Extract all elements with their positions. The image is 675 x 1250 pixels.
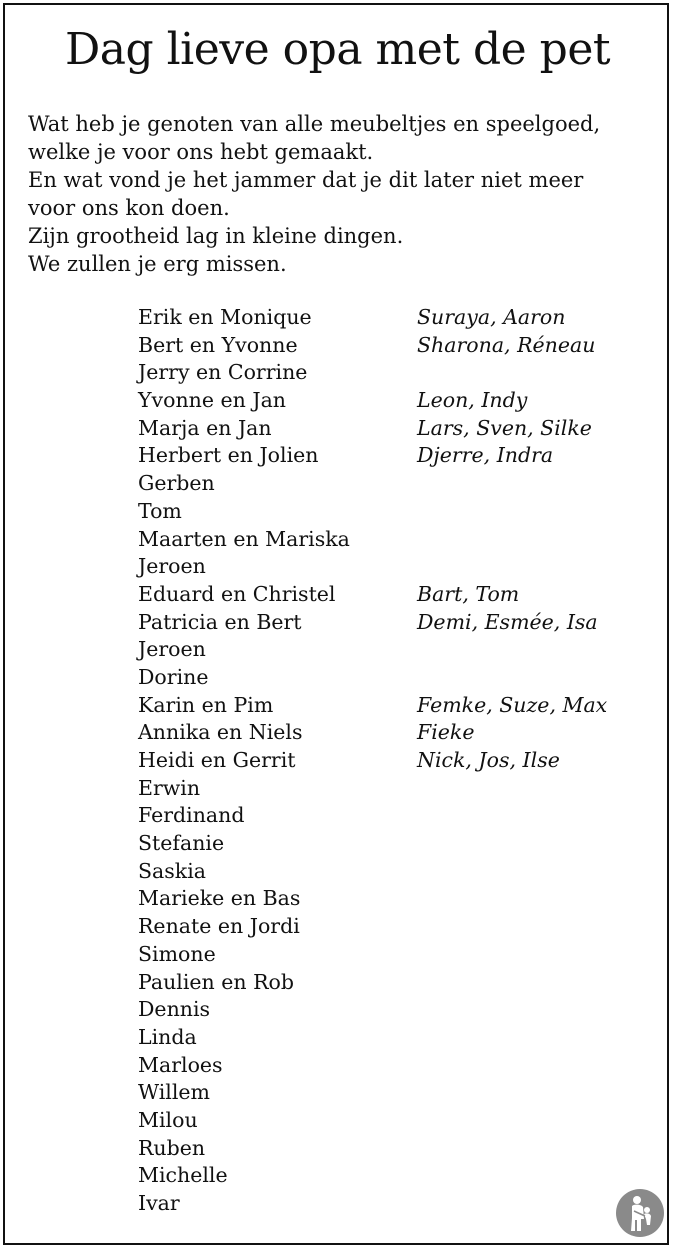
family-row [138, 912, 658, 940]
family-row [138, 968, 658, 996]
family-row [138, 663, 658, 691]
family-row [138, 1134, 658, 1162]
family-member-name: Gerben [138, 471, 215, 496]
family-member-name: Renate en Jordi [138, 914, 300, 939]
family-member-name: Willem [138, 1080, 210, 1105]
family-member-name: Jerry en Corrine [138, 360, 308, 385]
family-member-name: Bert en Yvonne [138, 332, 298, 357]
family-row [138, 303, 658, 331]
family-row [138, 414, 658, 442]
family-member-name: Erik en Monique [138, 305, 312, 329]
family-row [138, 829, 658, 857]
family-row [138, 1078, 658, 1106]
grandchildren-names: Nick, Jos, Ilse [417, 748, 560, 772]
family-member-name: Heidi en Gerrit [138, 748, 296, 772]
family-row [138, 552, 658, 580]
family-row [138, 525, 658, 553]
family-member-name: Erwin [138, 775, 201, 800]
poem-line: Zijn grootheid lag in kleine dingen. [28, 224, 404, 248]
family-row [138, 718, 658, 746]
poem-line: voor ons kon doen. [28, 196, 230, 220]
family-member-name: Eduard en Christel [138, 581, 336, 606]
family-row [138, 1189, 658, 1217]
family-member-name: Patricia en Bert [138, 609, 302, 634]
family-row [138, 469, 658, 497]
family-member-name: Paulien en Rob [138, 969, 295, 994]
family-member-name: Tom [138, 498, 182, 523]
family-member-name: Dorine [138, 664, 209, 689]
family-row [138, 608, 658, 636]
family-row [138, 774, 658, 802]
family-row [138, 857, 658, 885]
family-row [138, 441, 658, 469]
family-row [138, 1023, 658, 1051]
family-member-name: Marloes [138, 1052, 223, 1077]
family-row [138, 691, 658, 719]
poem-line: En wat vond je het jammer dat je dit later niet meer [28, 168, 584, 192]
family-row [138, 940, 658, 968]
family-member-name: Marja en Jan [138, 415, 272, 440]
family-member-name: Jeroen [138, 637, 206, 662]
family-row [138, 995, 658, 1023]
grandchildren-names: Sharona, Réneau [417, 332, 596, 357]
grandchildren-names: Bart, Tom [417, 581, 520, 606]
family-member-name: Marieke en Bas [138, 886, 301, 911]
family-member-name: Herbert en Jolien [138, 443, 319, 468]
family-row [138, 358, 658, 386]
family-member-name: Ferdinand [138, 803, 245, 828]
family-member-name: Simone [138, 941, 216, 966]
family-row [138, 1106, 658, 1134]
grandchildren-names: Suraya, Aaron [417, 305, 566, 329]
family-member-name: Dennis [138, 997, 211, 1022]
family-row [138, 331, 658, 359]
family-row [138, 801, 658, 829]
family-member-name: Milou [138, 1107, 198, 1132]
grandchildren-names: Leon, Indy [417, 388, 528, 413]
family-member-name: Ruben [138, 1135, 206, 1160]
mourning-figure-logo-icon [616, 1189, 664, 1237]
poem-text [28, 110, 663, 278]
poem-line: welke je voor ons hebt gemaakt. [28, 140, 374, 164]
family-row [138, 386, 658, 414]
poem-line: Wat heb je genoten van alle meubeltjes en speelgoed, [28, 112, 601, 136]
grandchildren-names: Lars, Sven, Silke [417, 415, 592, 440]
poem-line: We zullen je erg missen. [28, 252, 287, 276]
announcement-title: Dag lieve opa met de pet [64, 24, 611, 75]
family-member-name: Saskia [138, 858, 206, 883]
family-member-name: Jeroen [138, 554, 206, 579]
family-row [138, 635, 658, 663]
grandchildren-names: Demi, Esmée, Isa [417, 609, 598, 634]
family-member-name: Karin en Pim [138, 692, 274, 717]
family-member-name: Yvonne en Jan [138, 388, 287, 413]
family-member-name: Annika en Niels [138, 720, 303, 745]
family-member-name: Ivar [138, 1191, 180, 1215]
grandchildren-names: Djerre, Indra [417, 443, 554, 468]
family-row [138, 1161, 658, 1189]
grandchildren-names: Fieke [417, 720, 475, 745]
family-member-name: Maarten en Mariska [138, 526, 350, 551]
family-member-name: Michelle [138, 1163, 228, 1188]
family-row [138, 746, 658, 774]
family-member-name: Stefanie [138, 831, 225, 856]
family-member-name: Linda [138, 1024, 197, 1049]
family-row [138, 884, 658, 912]
grandchildren-names: Femke, Suze, Max [417, 692, 608, 717]
family-row [138, 497, 658, 525]
family-row [138, 580, 658, 608]
family-row [138, 1051, 658, 1079]
family-list [138, 303, 658, 1217]
